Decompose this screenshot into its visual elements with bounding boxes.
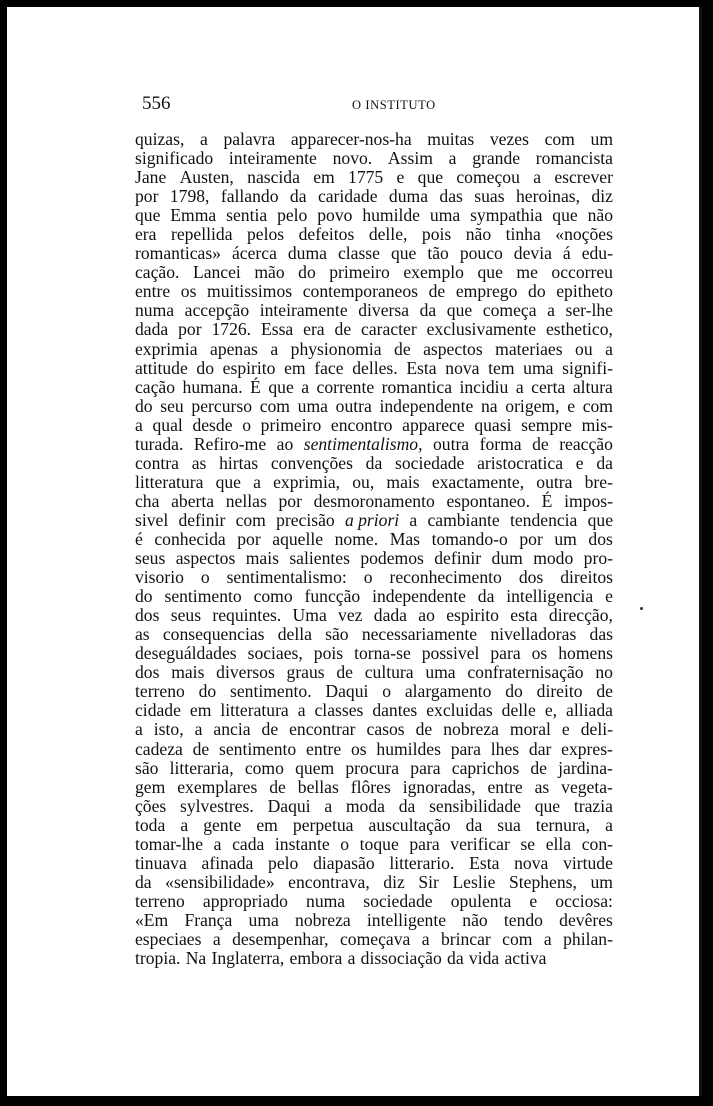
text-line: a isto, a ancia de encontrar casos de nobreza moral e deli- (135, 719, 613, 740)
text-line: significado inteiramente novo. Assim a grande romancista (135, 148, 613, 169)
text-line: exprimia apenas a physionomia de aspectos materiaes ou a (135, 338, 613, 359)
text-line: era repellida pelos defeitos delle, pois não tinha «noções (135, 224, 613, 245)
text-line: «Em França uma nobreza intelligente não tendo devêres (135, 909, 613, 930)
text-line: terreno do sentimento. Daqui o alargamento do direito de (135, 681, 613, 702)
text-line: gem exemplares de bellas flôres ignoradas, entre as vegeta- (135, 776, 613, 797)
text-line: a qual desde o primeiro encontro apparece quasi sempre mis- (135, 414, 613, 435)
text-line: que Emma sentia pelo povo humilde uma sympathia que não (135, 205, 613, 226)
text-line: terreno appropriado numa sociedade opulenta e occiosa: (135, 890, 613, 911)
text-line: sivel definir com precisão a priori a cambiante tendencia que (135, 509, 613, 530)
text-line: dada por 1726. Essa era de caracter exclusivamente esthetico, (135, 319, 613, 340)
text-line: tinuava afinada pelo diapasão litterario. Esta nova virtude (135, 852, 613, 873)
text-line: tomar-lhe a cada instante o toque para verificar se ella con- (135, 833, 613, 854)
text-line: cidade em litteratura a classes dantes excluidas delle e, alliada (135, 700, 613, 721)
running-title: O INSTITUTO (352, 98, 436, 112)
text-line: deseguáldades sociaes, pois torna-se possivel para os homens (135, 643, 613, 664)
text-line: especiaes a desempenhar, começava a brincar com a philan- (135, 928, 613, 949)
text-line: turada. Refiro-me ao sentimentalismo, outra forma de reacção (135, 433, 613, 454)
text-line: attitude do espirito em face delles. Esta nova tem uma signifi- (135, 357, 613, 378)
text-line: Jane Austen, nascida em 1775 e que começou a escrever (135, 167, 613, 188)
text-line: cadeza de sentimento entre os humildes para lhes dar expres- (135, 738, 613, 759)
text-line: dos mais diversos graus de cultura uma confraternisação no (135, 662, 613, 683)
text-line: do seu percurso com uma outra independente na origem, e com (135, 395, 613, 416)
text-line: é conhecida por aquelle nome. Mas tomando-o por um dos (135, 528, 613, 549)
text-line: litteratura que a exprimia, ou, mais exactamente, outra bre- (135, 471, 613, 492)
text-line: tropia. Na Inglaterra, embora a dissociação da vida activa (135, 948, 547, 969)
text-line: romanticas» ácerca duma classe que tão pouco devia á edu- (135, 243, 613, 264)
text-line: toda a gente em perpetua auscultação da sua ternura, a (135, 814, 613, 835)
text-line: as consequencias della são necessariamente nivelladoras das (135, 624, 613, 645)
body-text (135, 130, 613, 968)
text-line: contra as hirtas convenções da sociedade aristocratica e da (135, 452, 613, 473)
text-line: da «sensibilidade» encontrava, diz Sir Leslie Stephens, um (135, 871, 613, 892)
text-line: visorio o sentimentalismo: o reconhecimento dos direitos (135, 567, 613, 588)
text-line: do sentimento como funcção independente da intelligencia e (135, 586, 613, 607)
text-line: por 1798, fallando da caridade duma das suas heroinas, diz (135, 186, 613, 207)
text-line: quizas, a palavra apparecer-nos-ha muitas vezes com um (135, 129, 613, 149)
speck-mark (640, 607, 643, 610)
text-line: são litteraria, como quem procura para caprichos de jardina- (135, 757, 613, 778)
text-line: cação. Lancei mão do primeiro exemplo que me occorreu (135, 262, 613, 283)
text-line: dos seus requintes. Uma vez dada ao espirito esta direcção, (135, 605, 613, 626)
text-line: cha aberta nellas por desmoronamento espontaneo. É impos- (135, 490, 613, 511)
text-line: entre os muitissimos contemporaneos de emprego do epitheto (135, 281, 613, 302)
page-number: 556 (142, 93, 171, 114)
text-line: seus aspectos mais salientes podemos definir dum modo pro- (135, 548, 613, 569)
page-header (142, 93, 618, 117)
text-line: cação humana. É que a corrente romantica incidiu a certa altura (135, 376, 613, 397)
text-line: numa accepção inteiramente diversa da que começa a ser-lhe (135, 300, 613, 321)
text-line: ções sylvestres. Daqui a moda da sensibilidade que trazia (135, 795, 613, 816)
